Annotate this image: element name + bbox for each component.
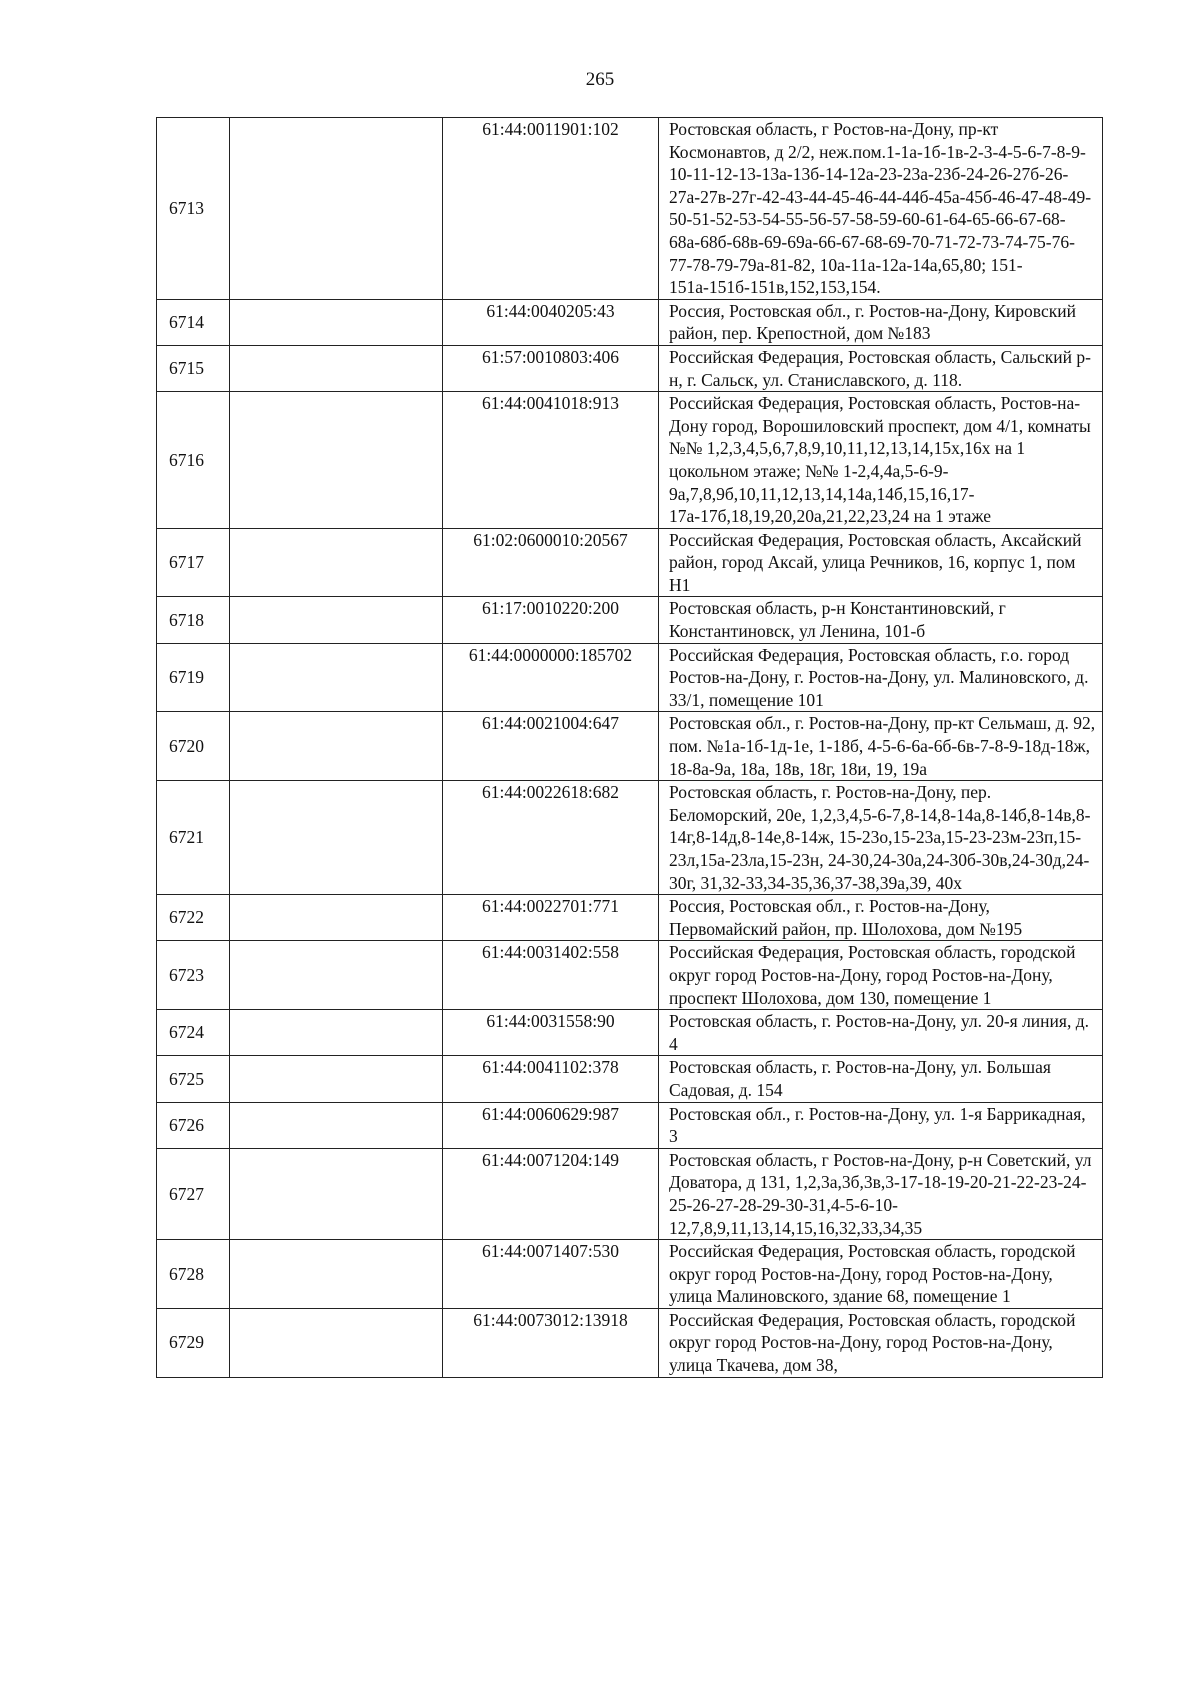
row-number: 6729 — [157, 1308, 230, 1377]
address-cell: Российская Федерация, Ростовская область, городской округ город Ростов-на-Дону, город Ростов-на-Дону, улица Малиновского, здание 68, помещение 1 — [659, 1240, 1103, 1309]
empty-cell — [230, 941, 443, 1010]
empty-cell — [230, 597, 443, 643]
row-number: 6720 — [157, 712, 230, 781]
table-row — [157, 643, 1103, 712]
table-row — [157, 1240, 1103, 1309]
row-number: 6723 — [157, 941, 230, 1010]
address-cell: Российская Федерация, Ростовская область, г.о. город Ростов-на-Дону, г. Ростов-на-Дону, ул. Малиновского, д. 33/1, помещение 101 — [659, 643, 1103, 712]
table-row — [157, 1102, 1103, 1148]
address-cell: Российская Федерация, Ростовская область, Ростов-на-Дону город, Ворошиловский проспект, дом 4/1, комнаты №№ 1,2,3,4,5,6,7,8,9,10,11,12,13,14,15х,16х на 1 цокольном этаже; №№ 1-2,4,4а,5-6-9-9а,7,8,9б,10,11,12,13,14,14а,14б,15,16,17-17а-17б,18,19,20,20а,21,22,23,24 на 1 этаже — [659, 392, 1103, 529]
row-number: 6713 — [157, 118, 230, 300]
empty-cell — [230, 118, 443, 300]
address-cell: Ростовская область, г. Ростов-на-Дону, пер. Беломорский, 20е, 1,2,3,4,5-6-7,8-14,8-14а,8-14б,8-14в,8-14г,8-14д,8-14е,8-14ж, 15-23о,15-23а,15-23-23м-23п,15-23л,15а-23ла,15-23н, 24-30,24-30а,24-30б-30в,24-30д,24-30г, 31,32-33,34-35,36,37-38,39а,39, 40х — [659, 781, 1103, 895]
address-cell: Ростовская область, г Ростов-на-Дону, р-н Советский, ул Доватора, д 131, 1,2,3а,3б,3в,3-17-18-19-20-21-22-23-24-25-26-27-28-29-30-31,4-5-6-10-12,7,8,9,11,13,14,15,16,32,33,34,35 — [659, 1148, 1103, 1239]
cadastral-number: 61:02:0600010:20567 — [443, 528, 659, 597]
table-row — [157, 299, 1103, 345]
cadastral-number: 61:44:0073012:13918 — [443, 1308, 659, 1377]
cadastral-number: 61:44:0031402:558 — [443, 941, 659, 1010]
table-row — [157, 597, 1103, 643]
address-cell: Ростовская область, р-н Константиновский, г Константиновск, ул Ленина, 101-б — [659, 597, 1103, 643]
empty-cell — [230, 643, 443, 712]
empty-cell — [230, 1010, 443, 1056]
cadastral-number: 61:44:0041102:378 — [443, 1056, 659, 1102]
row-number: 6727 — [157, 1148, 230, 1239]
table-row — [157, 895, 1103, 941]
empty-cell — [230, 528, 443, 597]
empty-cell — [230, 895, 443, 941]
empty-cell — [230, 1308, 443, 1377]
row-number: 6725 — [157, 1056, 230, 1102]
address-cell: Российская Федерация, Ростовская область, городской округ город Ростов-на-Дону, город Ростов-на-Дону, улица Ткачева, дом 38, — [659, 1308, 1103, 1377]
cadastral-number: 61:57:0010803:406 — [443, 345, 659, 391]
empty-cell — [230, 1102, 443, 1148]
table-row — [157, 528, 1103, 597]
address-cell: Российская Федерация, Ростовская область, Аксайский район, город Аксай, улица Речников, 16, корпус 1, пом Н1 — [659, 528, 1103, 597]
cadastral-number: 61:44:0040205:43 — [443, 299, 659, 345]
empty-cell — [230, 392, 443, 529]
row-number: 6717 — [157, 528, 230, 597]
cadastral-number: 61:44:0011901:102 — [443, 118, 659, 300]
empty-cell — [230, 345, 443, 391]
cadastral-number: 61:44:0021004:647 — [443, 712, 659, 781]
empty-cell — [230, 1056, 443, 1102]
table-row — [157, 1056, 1103, 1102]
address-cell: Россия, Ростовская обл., г. Ростов-на-Дону, Первомайский район, пр. Шолохова, дом №195 — [659, 895, 1103, 941]
page-number: 265 — [585, 69, 615, 90]
row-number: 6722 — [157, 895, 230, 941]
table-row — [157, 392, 1103, 529]
empty-cell — [230, 299, 443, 345]
address-cell: Ростовская область, г. Ростов-на-Дону, ул. 20-я линия, д. 4 — [659, 1010, 1103, 1056]
table-row — [157, 1308, 1103, 1377]
table-row — [157, 1010, 1103, 1056]
property-table — [156, 117, 1103, 1378]
row-number: 6726 — [157, 1102, 230, 1148]
row-number: 6718 — [157, 597, 230, 643]
row-number: 6719 — [157, 643, 230, 712]
address-cell: Ростовская область, г. Ростов-на-Дону, ул. Большая Садовая, д. 154 — [659, 1056, 1103, 1102]
cadastral-number: 61:44:0022618:682 — [443, 781, 659, 895]
row-number: 6714 — [157, 299, 230, 345]
row-number: 6728 — [157, 1240, 230, 1309]
address-cell: Российская Федерация, Ростовская область, городской округ город Ростов-на-Дону, город Ростов-на-Дону, проспект Шолохова, дом 130, помещение 1 — [659, 941, 1103, 1010]
table-row — [157, 712, 1103, 781]
cadastral-number: 61:44:0060629:987 — [443, 1102, 659, 1148]
row-number: 6715 — [157, 345, 230, 391]
empty-cell — [230, 712, 443, 781]
cadastral-number: 61:44:0022701:771 — [443, 895, 659, 941]
address-cell: Ростовская обл., г. Ростов-на-Дону, пр-кт Сельмаш, д. 92, пом. №1а-1б-1д-1е, 1-18б, 4-5-6-6а-6б-6в-7-8-9-18д-18ж, 18-8а-9а, 18а, 18в, 18г, 18и, 19, 19а — [659, 712, 1103, 781]
address-cell: Россия, Ростовская обл., г. Ростов-на-Дону, Кировский район, пер. Крепостной, дом №183 — [659, 299, 1103, 345]
empty-cell — [230, 1148, 443, 1239]
cadastral-number: 61:44:0041018:913 — [443, 392, 659, 529]
address-cell: Российская Федерация, Ростовская область, Сальский р-н, г. Сальск, ул. Станиславского, д. 118. — [659, 345, 1103, 391]
cadastral-number: 61:44:0000000:185702 — [443, 643, 659, 712]
table-row — [157, 345, 1103, 391]
table-row — [157, 1148, 1103, 1239]
row-number: 6716 — [157, 392, 230, 529]
cadastral-number: 61:44:0071407:530 — [443, 1240, 659, 1309]
empty-cell — [230, 781, 443, 895]
table-row — [157, 941, 1103, 1010]
address-cell: Ростовская обл., г. Ростов-на-Дону, ул. 1-я Баррикадная, 3 — [659, 1102, 1103, 1148]
empty-cell — [230, 1240, 443, 1309]
cadastral-number: 61:44:0071204:149 — [443, 1148, 659, 1239]
cadastral-number: 61:17:0010220:200 — [443, 597, 659, 643]
cadastral-number: 61:44:0031558:90 — [443, 1010, 659, 1056]
table-row — [157, 118, 1103, 300]
row-number: 6721 — [157, 781, 230, 895]
address-cell: Ростовская область, г Ростов-на-Дону, пр-кт Космонавтов, д 2/2, неж.пом.1-1а-1б-1в-2-3-4-5-6-7-8-9-10-11-12-13-13а-13б-14-12а-23-23а-23б-24-26-27б-26-27а-27в-27г-42-43-44-45-46-44-44б-45а-45б-46-47-48-49-50-51-52-53-54-55-56-57-58-59-60-61-64-65-66-67-68-68а-68б-68в-69-69а-66-67-68-69-70-71-72-73-74-75-76-77-78-79-79а-81-82, 10а-11а-12а-14а,65,80; 151-151а-151б-151в,152,153,154. — [659, 118, 1103, 300]
table-row — [157, 781, 1103, 895]
row-number: 6724 — [157, 1010, 230, 1056]
